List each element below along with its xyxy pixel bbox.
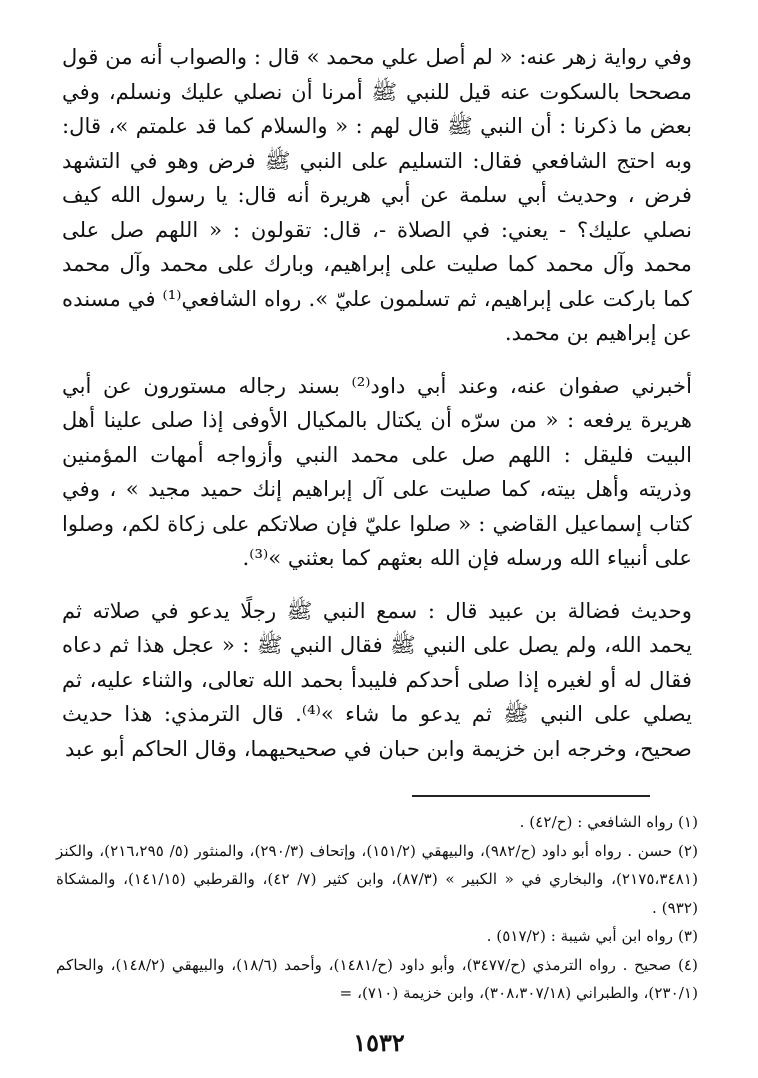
main-text bbox=[62, 40, 692, 766]
body-paragraph-2: أخبرني صفوان عنه، وعند أبي داود⁽²⁾ بسند رجاله مستورون عن أبي هريرة يرفعه : « من سرّه أن يكتال بالمكيال الأوفى إذا صلى علينا أهل البيت فليقل : اللهم صل على محمد النبي وأزواجه أمهات المؤمنين وذريته وأهل بيته، كما صليت على آل إبراهيم إنك حميد مجيد » ، وفي كتاب إسماعيل القاضي : « صلوا عليّ فإن صلاتكم على زكاة لكم، وصلوا على أنبياء الله ورسله فإن الله بعثهم كما بعثني »⁽³⁾. bbox=[62, 372, 692, 570]
page-number: ١٥٣٢ bbox=[353, 1028, 405, 1057]
footnote-separator bbox=[412, 795, 650, 797]
footnote-1: (١) رواه الشافعي : (ح/٤٢) . bbox=[519, 813, 698, 831]
footnote-2: (٢) حسن . رواه أبو داود (ح/٩٨٢)، والبيهقي (١٥١/٢)، وإتحاف (٢٩٠/٣)، والمنثور (٥/ ٢١٦،٢٩٥)، والكنز (٢١٧٥،٣٤٨١)، والبخاري في « الكبير » (٨٧/٣)، وابن كثير (٧/ ٤٢)، والقرطبي (١٤١/١٥)، والمشكاة (٩٣٢) . bbox=[56, 841, 699, 917]
footnote-4: (٤) صحيح . رواه الترمذي (ح/٣٤٧٧)، وأبو داود (ح/١٤٨١)، وأحمد (١٨/٦)، والبيهقي (١٤٨/٢)، والحاكم (٢٣٠/١)، والطبراني (٣٠٨،٣٠٧/١٨)، وابن خزيمة (٧١٠)، = bbox=[56, 955, 698, 1002]
footnotes bbox=[56, 808, 698, 1008]
footnote-3: (٣) رواه ابن أبي شيبة : (٥١٧/٢) . bbox=[486, 927, 698, 945]
body-paragraph-1: وفي رواية زهر عنه: « لم أصل علي محمد » قال : والصواب أنه من قول مصححا بالسكوت عنه قيل للنبي ﷺ أمرنا أن نصلي عليك ونسلم، وفي بعض ما ذكرنا : أن النبي ﷺ قال لهم : « والسلام كما قد علمتم »، قال: وبه احتج الشافعي فقال: التسليم على النبي ﷺ فرض وهو في التشهد فرض ، وحديث أبي سلمة عن أبي هريرة أنه قال: يا رسول الله كيف نصلي عليك؟ - يعني: في الصلاة -، قال: تقولون : « اللهم صل على محمد وآل محمد كما صليت على إبراهيم، وبارك على محمد وآل محمد كما باركت على إبراهيم، ثم تسلمون عليّ ». رواه الشافعي⁽¹⁾ في مسنده عن إبراهيم بن محمد. bbox=[62, 44, 693, 345]
body-paragraph-3: وحديث فضالة بن عبيد قال : سمع النبي ﷺ رجلًا يدعو في صلاته ثم يحمد الله، ولم يصل على النبي ﷺ فقال النبي ﷺ : « عجل هذا ثم دعاه فقال له أو لغيره إذا صلى أحدكم فليبدأ بحمد الله تعالى، والثناء عليه، ثم يصلي على النبي ﷺ ثم يدعو ما شاء »⁽⁴⁾. قال الترمذي: هذا حديث صحيح، وخرجه ابن خزيمة وابن حبان في صحيحيهما، وقال الحاكم أبو عبد bbox=[62, 597, 692, 761]
